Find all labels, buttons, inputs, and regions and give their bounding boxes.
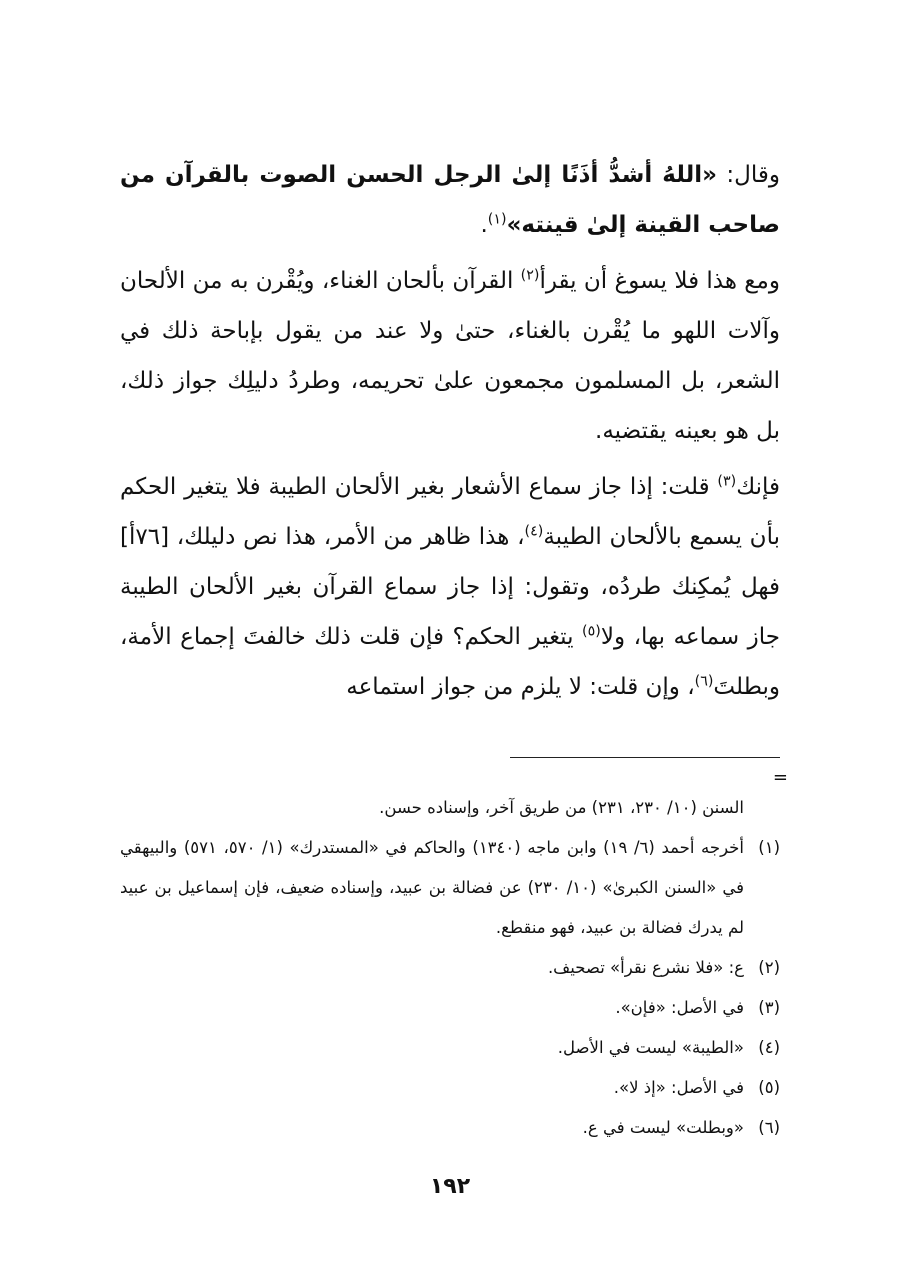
footnote-ref-1: (١)	[487, 211, 507, 228]
paragraph-2-body: القرآن بألحان الغناء، ويُقْرن به من الألحان وآلات اللهو ما يُقْرن بالغناء، حتىٰ ولا عند من يقول بإباحة ذلك في الشعر، بل المسلمون مجمعون علىٰ تحريمه، وطردُ دليلِك جواز ذلك، بل هو بعينه يقتضيه.	[120, 268, 780, 444]
footnote-1-number: (١)	[758, 838, 780, 857]
footnote-ref-6: (٦)	[694, 673, 714, 690]
paragraph-3-part-b: قلت: إذا جاز سماع الأشعار بغير الألحان الطيبة فلا يتغير الحكم بأن يسمع بالألحان الطيبة	[120, 474, 780, 550]
footnote-divider	[510, 757, 780, 758]
hadith-quote: «اللهُ أشدُّ أذَنًا إلىٰ الرجل الحسن الصوت بالقرآن من صاحب القينة إلىٰ قينته»	[120, 162, 780, 238]
footnote-ref-5: (٥)	[582, 623, 601, 640]
footnote-6-text: «وبطلت» ليست في ع.	[582, 1118, 744, 1137]
main-text	[120, 150, 780, 718]
footnotes	[120, 788, 780, 1148]
footnote-3	[120, 988, 780, 1028]
footnote-ref-2: (٢)	[520, 267, 540, 284]
footnote-3-number: (٣)	[758, 998, 780, 1017]
footnote-4	[120, 1028, 780, 1068]
paragraph-3	[120, 462, 780, 712]
footnote-2-text: ع: «فلا نشرع نقرأ» تصحيف.	[547, 958, 744, 977]
footnote-1	[120, 828, 780, 948]
paragraph-3-part-e: ، وإن قلت: لا يلزم من جواز استماعه	[346, 674, 695, 700]
footnote-ref-4: (٤)	[524, 523, 544, 540]
footnote-ref-3: (٣)	[717, 473, 737, 490]
paragraph-2-start: ومع هذا فلا يسوغ أن يقرأ	[539, 268, 780, 294]
footnote-continuation-mark: =	[772, 767, 788, 788]
footnote-6	[120, 1108, 780, 1148]
paragraph-2	[120, 256, 780, 456]
paragraph-1-intro: وقال:	[717, 162, 780, 188]
paragraph-1-end: .	[480, 212, 488, 238]
footnote-4-text: «الطيبة» ليست في الأصل.	[557, 1038, 744, 1057]
footnote-2-number: (٢)	[758, 958, 780, 977]
footnote-continuation: السنن (١٠/ ٢٣٠، ٢٣١) من طريق آخر، وإسناده حسن.	[379, 798, 744, 817]
paragraph-1	[120, 150, 780, 250]
footnote-5-text: في الأصل: «إذ لا».	[613, 1078, 744, 1097]
paragraph-3-part-d: يتغير الحكم؟ فإن قلت ذلك خالفتَ إجماع الأمة، وبطلتَ	[120, 624, 780, 700]
footnote-5	[120, 1068, 780, 1108]
page-number: ١٩٢	[429, 1174, 471, 1199]
footnote-6-number: (٦)	[758, 1118, 780, 1137]
footnote-4-number: (٤)	[758, 1038, 780, 1057]
footnote-5-number: (٥)	[758, 1078, 780, 1097]
paragraph-3-part-c: ، هذا ظاهر من الأمر، هذا نص دليلك، [٧٦أ] فهل يُمكِنك طردُه، وتقول: إذا جاز سماع القرآن بغير الألحان الطيبة جاز سماعه بها، ولا	[120, 524, 780, 650]
paragraph-3-start: فإنك	[736, 474, 780, 500]
footnote-2	[120, 948, 780, 988]
footnote-1-text: أخرجه أحمد (٦/ ١٩) وابن ماجه (١٣٤٠) والحاكم في «المستدرك» (١/ ٥٧٠، ٥٧١) والبيهقي في «السنن الكبرىٰ» (١٠/ ٢٣٠) عن فضالة بن عبيد، وإسناده ضعيف، فإن إسماعيل بن عبيد لم يدرك فضالة بن عبيد، فهو منقطع.	[120, 838, 744, 937]
footnote-3-text: في الأصل: «فإن».	[615, 998, 744, 1017]
